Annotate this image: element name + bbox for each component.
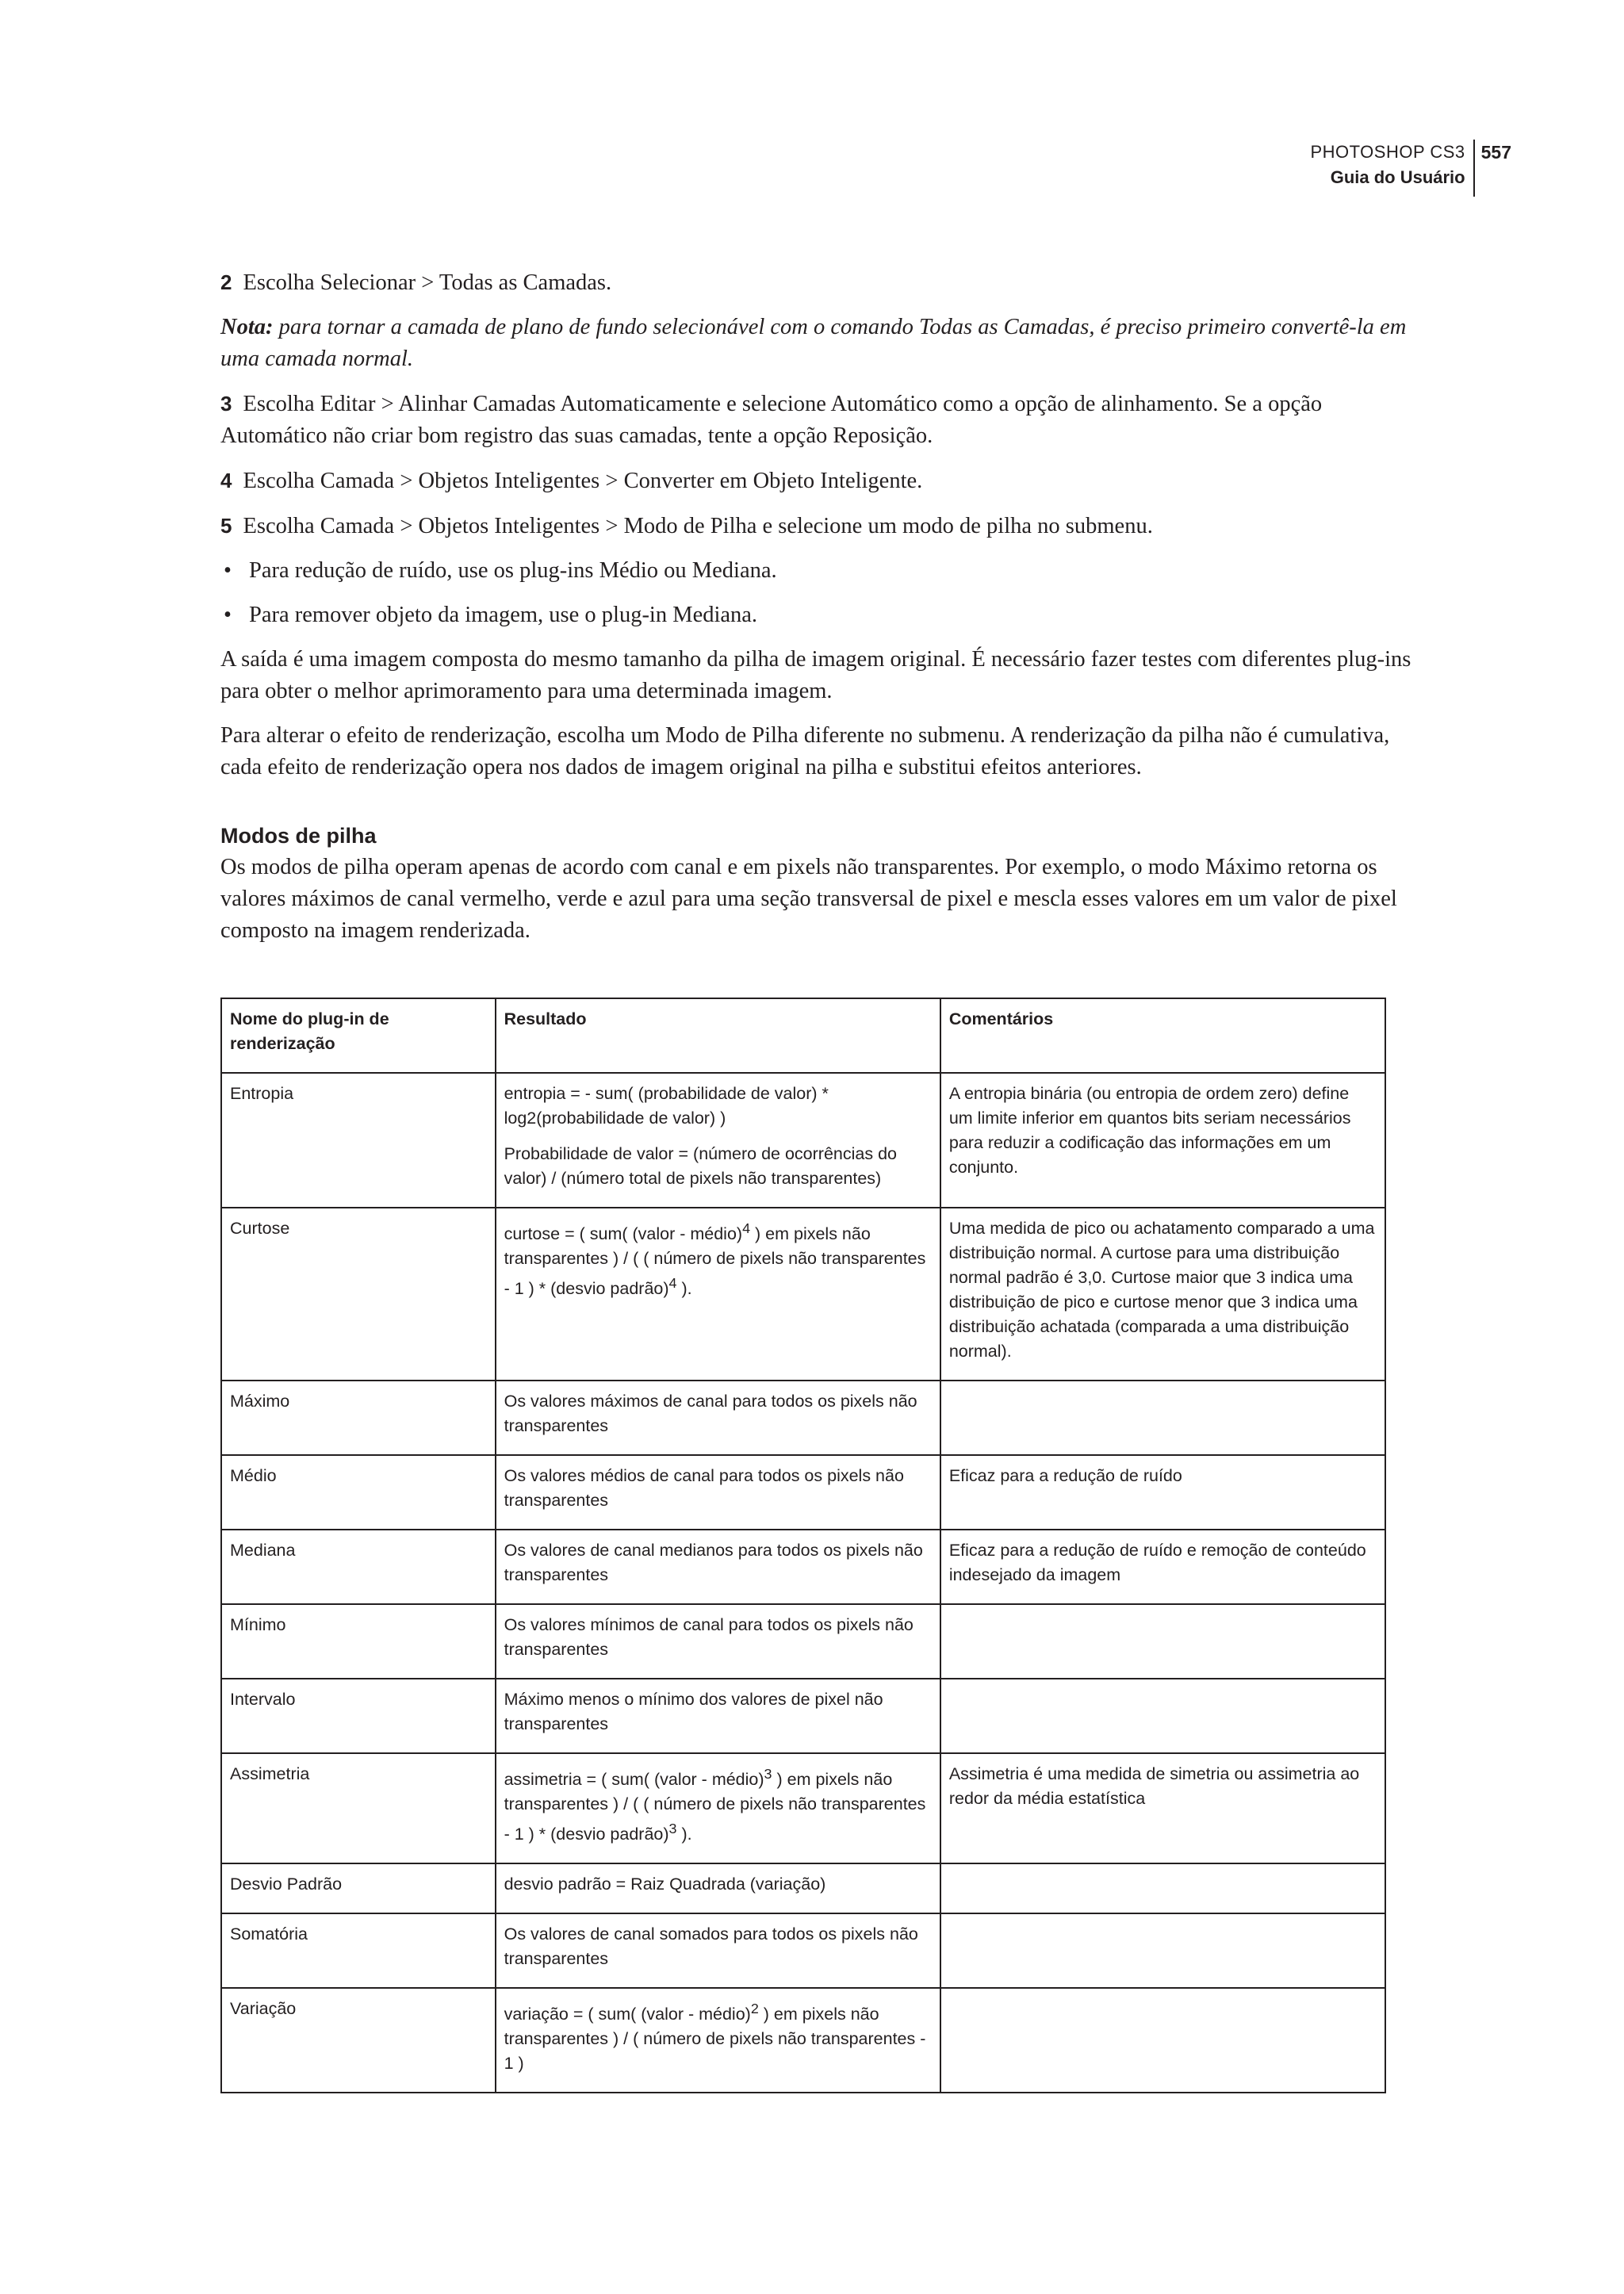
result-formula: entropia = - sum( (probabilidade de valor) * log2(probabilidade de valor) ) [504,1084,829,1128]
step-3 [220,388,1426,452]
formula-exponent: 4 [742,1220,751,1236]
comment-cell [940,1988,1385,2093]
table-row [221,1913,1385,1988]
stack-modes-table [220,998,1386,2093]
header-subtitle: Guia do Usuário [1330,167,1465,187]
comment-cell [940,1863,1385,1913]
result-cell: desvio padrão = Raiz Quadrada (variação) [496,1863,940,1913]
result-cell [496,1988,940,2093]
comment-cell: Eficaz para a redução de ruído [940,1455,1385,1530]
result-cell: Os valores máximos de canal para todos os pixels não transparentes [496,1381,940,1455]
table-row [221,1208,1385,1381]
paragraph: A saída é uma imagem composta do mesmo tamanho da pilha de imagem original. É necessário fazer testes com diferentes plug-ins para obter o melhor aprimoramento para uma determinada imagem. [220,647,1411,703]
page-header [1310,140,1511,197]
step-text: Escolha Editar > Alinhar Camadas Automaticamente e selecione Automático como a opção de alinhamento. Se a opção Automático não criar bom registro das suas camadas, tente a opção Reposição. [220,392,1323,448]
table-row [221,1753,1385,1863]
table-row [221,1530,1385,1604]
bullet-dot-icon: • [224,558,232,583]
plugin-name-cell: Assimetria [221,1753,496,1863]
step-number: 4 [220,469,232,492]
plugin-name-cell: Entropia [221,1073,496,1208]
step-text: Escolha Selecionar > Todas as Camadas. [243,270,612,295]
bullet-item [220,555,1426,587]
step-2 [220,266,1426,299]
result-cell: Máximo menos o mínimo dos valores de pixel não transparentes [496,1679,940,1753]
plugin-name-cell: Curtose [221,1208,496,1381]
table-row [221,1988,1385,2093]
comment-cell: A entropia binária (ou entropia de ordem zero) define um limite inferior em quantos bits seriam necessários para reduzir a codificação das informações em um conjunto. [940,1073,1385,1208]
table-row [221,1381,1385,1455]
result-cell [496,1073,940,1208]
column-header: Comentários [940,998,1385,1073]
formula-part: ) em pixels não transparentes ) / ( ( número de pixels não transparentes - 1 ) * (desvio padrão) [504,1770,926,1844]
plugin-name-cell: Máximo [221,1381,496,1455]
formula-part: variação = ( sum( (valor - médio) [504,2005,751,2024]
result-cell: Os valores mínimos de canal para todos os pixels não transparentes [496,1604,940,1679]
formula-exponent: 3 [764,1766,772,1782]
table-row [221,1604,1385,1679]
step-text: Escolha Camada > Objetos Inteligentes > Converter em Objeto Inteligente. [243,469,923,493]
table-row [221,1679,1385,1753]
result-formula-note: Probabilidade de valor = (número de ocorrências do valor) / (número total de pixels não transparentes) [504,1144,897,1188]
bullet-text: Para redução de ruído, use os plug-ins Médio ou Mediana. [249,558,777,583]
bullet-dot-icon: • [224,603,232,627]
plugin-name-cell: Mínimo [221,1604,496,1679]
main-content [220,266,1426,959]
table-header-row [221,998,1385,1073]
column-header: Nome do plug-in de renderização [221,998,496,1073]
step-text: Escolha Camada > Objetos Inteligentes > Modo de Pilha e selecione um modo de pilha no submenu. [243,514,1153,538]
formula-exponent: 2 [750,2001,759,2017]
table-row [221,1455,1385,1530]
result-cell: Os valores de canal somados para todos os pixels não transparentes [496,1913,940,1988]
formula-part: ) em pixels não transparentes ) / ( ( número de pixels não transparentes - 1 ) * (desvio padrão) [504,1224,926,1299]
comment-cell [940,1679,1385,1753]
formula-part: assimetria = ( sum( (valor - médio) [504,1770,764,1790]
comment-cell: Uma medida de pico ou achatamento comparado a uma distribuição normal. A curtose para uma distribuição normal padrão é 3,0. Curtose maior que 3 indica uma distribuição de pico e curtose menor que 3 indica uma distribuição achatada (comparada a uma distribuição normal). [940,1208,1385,1381]
note-label: Nota: [220,315,274,339]
result-cell: Os valores médios de canal para todos os pixels não transparentes [496,1455,940,1530]
column-header: Resultado [496,998,940,1073]
comment-cell [940,1604,1385,1679]
result-cell: Os valores de canal medianos para todos os pixels não transparentes [496,1530,940,1604]
comment-cell [940,1381,1385,1455]
formula-part: ) em pixels não transparentes ) / ( número de pixels não transparentes - 1 ) [504,2005,926,2074]
formula-part: ). [676,1279,692,1299]
step-number: 2 [220,270,232,294]
header-title: PHOTOSHOP CS3 [1310,142,1465,162]
section-title: Modos de pilha [220,824,377,848]
plugin-name-cell: Somatória [221,1913,496,1988]
paragraph: Para alterar o efeito de renderização, escolha um Modo de Pilha diferente no submenu. A renderização da pilha não é cumulativa, cada efeito de renderização opera nos dados de imagem original na pilha e substitui efeitos anteriores. [220,723,1390,779]
page-number: 557 [1480,142,1511,163]
step-number: 5 [220,514,232,538]
step-4 [220,465,1426,497]
comment-cell [940,1913,1385,1988]
formula-exponent: 3 [668,1821,677,1837]
step-number: 3 [220,392,232,416]
result-cell [496,1208,940,1381]
table-row [221,1863,1385,1913]
note [220,312,1426,375]
section-intro: Os modos de pilha operam apenas de acordo com canal e em pixels não transparentes. Por exemplo, o modo Máximo retorna os valores máximos de canal vermelho, verde e azul para uma seção transversal de pixel e mescla esses valores em um valor de pixel composto na imagem renderizada. [220,855,1397,943]
comment-cell: Assimetria é uma medida de simetria ou assimetria ao redor da média estatística [940,1753,1385,1863]
formula-part: curtose = ( sum( (valor - médio) [504,1224,743,1244]
table-row [221,1073,1385,1208]
plugin-name-cell: Variação [221,1988,496,2093]
formula-exponent: 4 [668,1275,677,1292]
step-5 [220,510,1426,542]
comment-cell: Eficaz para a redução de ruído e remoção de conteúdo indesejado da imagem [940,1530,1385,1604]
plugin-name-cell: Desvio Padrão [221,1863,496,1913]
bullet-text: Para remover objeto da imagem, use o plug-in Mediana. [249,603,758,627]
plugin-name-cell: Médio [221,1455,496,1530]
note-text: para tornar a camada de plano de fundo selecionável com o comando Todas as Camadas, é preciso primeiro convertê-la em uma camada normal. [220,315,1407,371]
plugin-name-cell: Mediana [221,1530,496,1604]
header-text [1310,140,1473,190]
plugin-name-cell: Intervalo [221,1679,496,1753]
bullet-item [220,599,1426,631]
formula-part: ). [676,1825,692,1844]
result-cell [496,1753,940,1863]
